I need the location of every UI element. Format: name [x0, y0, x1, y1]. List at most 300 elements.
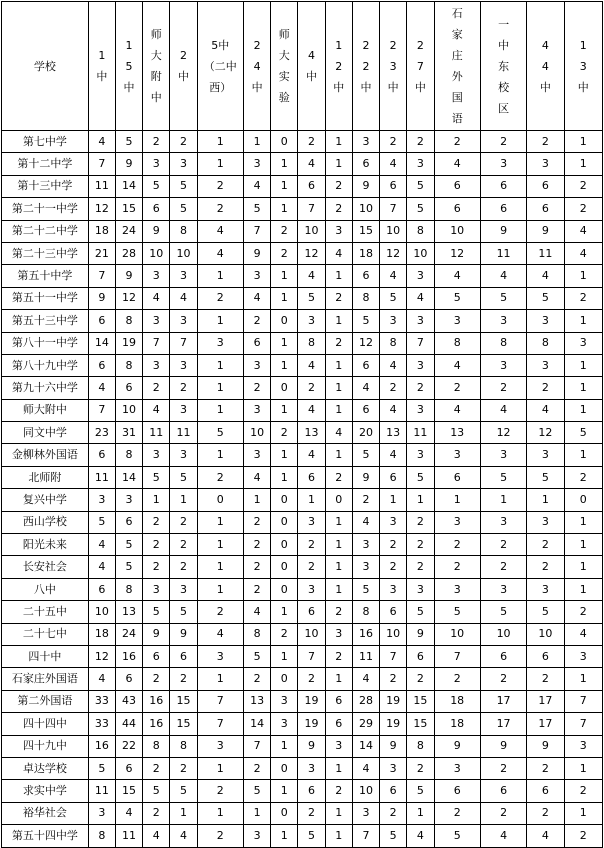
quota-cell: 3	[298, 757, 325, 779]
quota-cell: 2	[243, 668, 270, 690]
quota-cell: 1	[271, 265, 298, 287]
quota-cell: 1	[564, 310, 602, 332]
header-label: 石家庄外国语	[451, 7, 463, 125]
quota-cell: 3	[298, 511, 325, 533]
header-cell	[197, 2, 243, 131]
quota-cell: 4	[197, 220, 243, 242]
header-cell	[407, 2, 434, 131]
quota-cell: 15	[407, 713, 434, 735]
school-name-cell: 裕华社会	[2, 802, 89, 824]
quota-cell: 0	[271, 757, 298, 779]
quota-cell: 4	[298, 444, 325, 466]
quota-cell: 4	[243, 175, 270, 197]
table-row	[2, 444, 603, 466]
quota-cell: 13	[434, 422, 480, 444]
quota-cell: 3	[480, 578, 526, 600]
quota-cell: 2	[480, 556, 526, 578]
table-row	[2, 354, 603, 376]
quota-cell: 8	[115, 354, 142, 376]
quota-cell: 8	[143, 735, 170, 757]
quota-cell: 3	[352, 534, 379, 556]
quota-cell: 6	[527, 175, 564, 197]
quota-cell: 28	[115, 242, 142, 264]
quota-cell: 2	[143, 131, 170, 153]
quota-cell: 4	[88, 131, 115, 153]
quota-cell: 2	[325, 466, 352, 488]
school-name-cell: 西山学校	[2, 511, 89, 533]
quota-cell: 2	[480, 802, 526, 824]
table-row	[2, 175, 603, 197]
quota-cell: 21	[88, 242, 115, 264]
quota-cell: 1	[243, 802, 270, 824]
quota-cell: 2	[143, 802, 170, 824]
header-label: 一中东校区	[498, 17, 510, 115]
quota-cell: 4	[564, 623, 602, 645]
quota-cell: 15	[170, 713, 197, 735]
quota-cell: 15	[352, 220, 379, 242]
quota-cell: 10	[298, 623, 325, 645]
quota-cell: 2	[197, 780, 243, 802]
quota-cell: 2	[325, 198, 352, 220]
quota-cell: 4	[243, 287, 270, 309]
quota-cell: 5	[407, 175, 434, 197]
quota-cell: 2	[170, 668, 197, 690]
table-row	[2, 780, 603, 802]
header-label: 4中	[306, 49, 318, 83]
quota-cell: 5	[380, 825, 407, 847]
quota-cell: 24	[115, 220, 142, 242]
quota-cell: 1	[527, 489, 564, 511]
quota-cell: 11	[352, 645, 379, 667]
quota-cell: 1	[197, 534, 243, 556]
quota-cell: 6	[143, 645, 170, 667]
quota-cell: 2	[325, 601, 352, 623]
quota-cell: 2	[243, 534, 270, 556]
quota-cell: 4	[143, 399, 170, 421]
quota-cell: 7	[298, 645, 325, 667]
quota-cell: 12	[527, 422, 564, 444]
quota-cell: 2	[480, 131, 526, 153]
school-name-cell: 同文中学	[2, 422, 89, 444]
table-row	[2, 489, 603, 511]
quota-cell: 7	[170, 332, 197, 354]
quota-cell: 6	[352, 153, 379, 175]
header-cell	[243, 2, 270, 131]
quota-cell: 2	[143, 757, 170, 779]
table-row	[2, 690, 603, 712]
table-row	[2, 287, 603, 309]
quota-cell: 7	[380, 198, 407, 220]
quota-cell: 16	[115, 645, 142, 667]
quota-cell: 1	[271, 825, 298, 847]
quota-cell: 4	[298, 153, 325, 175]
quota-cell: 7	[564, 713, 602, 735]
quota-cell: 5	[170, 466, 197, 488]
school-name-cell: 二十七中	[2, 623, 89, 645]
header-label: 师大附中	[150, 28, 162, 104]
quota-cell: 18	[88, 623, 115, 645]
quota-cell: 1	[197, 578, 243, 600]
quota-cell: 2	[197, 825, 243, 847]
table-row	[2, 735, 603, 757]
quota-cell: 4	[298, 265, 325, 287]
school-name-cell: 卓达学校	[2, 757, 89, 779]
quota-cell: 7	[88, 265, 115, 287]
table-row	[2, 220, 603, 242]
quota-cell: 1	[271, 153, 298, 175]
quota-cell: 19	[380, 690, 407, 712]
quota-cell: 16	[143, 713, 170, 735]
quota-cell: 2	[271, 242, 298, 264]
quota-cell: 2	[170, 556, 197, 578]
quota-cell: 5	[352, 444, 379, 466]
table-body	[2, 131, 603, 848]
quota-cell: 10	[243, 422, 270, 444]
school-name-cell: 第二十三中学	[2, 242, 89, 264]
header-cell	[298, 2, 325, 131]
quota-cell: 1	[197, 131, 243, 153]
quota-cell: 8	[407, 220, 434, 242]
quota-cell: 18	[434, 690, 480, 712]
quota-cell: 2	[527, 534, 564, 556]
quota-cell: 7	[352, 825, 379, 847]
quota-cell: 8	[115, 444, 142, 466]
quota-cell: 6	[325, 690, 352, 712]
quota-cell: 3	[197, 645, 243, 667]
quota-cell: 5	[352, 310, 379, 332]
quota-cell: 1	[197, 668, 243, 690]
table-row	[2, 377, 603, 399]
table-row	[2, 131, 603, 153]
quota-cell: 2	[380, 802, 407, 824]
quota-cell: 3	[298, 310, 325, 332]
quota-cell: 3	[564, 735, 602, 757]
quota-cell: 1	[197, 757, 243, 779]
quota-cell: 0	[271, 511, 298, 533]
quota-cell: 3	[143, 444, 170, 466]
quota-cell: 2	[271, 220, 298, 242]
quota-cell: 2	[564, 780, 602, 802]
quota-cell: 1	[197, 444, 243, 466]
quota-cell: 12	[88, 645, 115, 667]
header-cell	[115, 2, 142, 131]
quota-cell: 3	[243, 265, 270, 287]
quota-cell: 15	[407, 690, 434, 712]
quota-cell: 3	[143, 310, 170, 332]
quota-cell: 12	[298, 242, 325, 264]
quota-cell: 6	[325, 713, 352, 735]
quota-cell: 7	[434, 645, 480, 667]
quota-cell: 1	[564, 556, 602, 578]
quota-cell: 3	[143, 354, 170, 376]
quota-cell: 5	[527, 601, 564, 623]
quota-cell: 17	[527, 713, 564, 735]
header-cell	[271, 2, 298, 131]
quota-cell: 3	[434, 511, 480, 533]
quota-cell: 3	[480, 511, 526, 533]
quota-cell: 2	[564, 198, 602, 220]
quota-cell: 3	[564, 332, 602, 354]
school-name-cell: 第七中学	[2, 131, 89, 153]
quota-cell: 6	[115, 377, 142, 399]
quota-cell: 2	[197, 287, 243, 309]
header-cell	[143, 2, 170, 131]
quota-cell: 1	[564, 668, 602, 690]
quota-cell: 1	[564, 534, 602, 556]
quota-cell: 3	[480, 354, 526, 376]
quota-cell: 1	[298, 489, 325, 511]
quota-cell: 2	[407, 668, 434, 690]
quota-cell: 2	[480, 668, 526, 690]
quota-cell: 2	[271, 623, 298, 645]
quota-cell: 0	[271, 131, 298, 153]
table-row	[2, 310, 603, 332]
quota-cell: 6	[480, 780, 526, 802]
school-name-cell: 二十五中	[2, 601, 89, 623]
quota-cell: 3	[170, 399, 197, 421]
quota-cell: 11	[407, 422, 434, 444]
quota-cell: 6	[480, 175, 526, 197]
quota-cell: 4	[88, 377, 115, 399]
school-name-cell: 北师附	[2, 466, 89, 488]
quota-cell: 1	[480, 489, 526, 511]
quota-cell: 5	[527, 466, 564, 488]
quota-cell: 2	[243, 310, 270, 332]
quota-cell: 1	[325, 131, 352, 153]
quota-cell: 7	[380, 645, 407, 667]
quota-cell: 20	[352, 422, 379, 444]
quota-cell: 2	[298, 534, 325, 556]
table-row	[2, 153, 603, 175]
quota-cell: 9	[143, 623, 170, 645]
table-row	[2, 399, 603, 421]
quota-cell: 3	[380, 511, 407, 533]
quota-cell: 0	[271, 489, 298, 511]
header-label: 23中	[387, 38, 399, 94]
quota-cell: 6	[527, 198, 564, 220]
quota-cell: 13	[243, 690, 270, 712]
quota-cell: 5	[480, 601, 526, 623]
quota-cell: 3	[527, 578, 564, 600]
quota-cell: 1	[197, 354, 243, 376]
quota-cell: 1	[170, 489, 197, 511]
quota-cell: 9	[407, 623, 434, 645]
quota-cell: 4	[434, 153, 480, 175]
quota-cell: 2	[380, 668, 407, 690]
quota-cell: 10	[434, 220, 480, 242]
quota-cell: 5	[170, 601, 197, 623]
quota-cell: 2	[298, 668, 325, 690]
quota-cell: 2	[197, 601, 243, 623]
quota-cell: 4	[380, 354, 407, 376]
quota-cell: 2	[143, 377, 170, 399]
quota-cell: 5	[143, 466, 170, 488]
quota-cell: 2	[527, 131, 564, 153]
header-cell	[434, 2, 480, 131]
quota-cell: 2	[170, 131, 197, 153]
quota-cell: 2	[352, 489, 379, 511]
quota-cell: 5	[170, 780, 197, 802]
quota-cell: 1	[325, 757, 352, 779]
quota-cell: 3	[170, 444, 197, 466]
quota-cell: 8	[170, 735, 197, 757]
quota-cell: 2	[325, 287, 352, 309]
quota-cell: 3	[380, 757, 407, 779]
quota-cell: 1	[271, 601, 298, 623]
quota-cell: 3	[88, 489, 115, 511]
quota-cell: 10	[434, 623, 480, 645]
quota-cell: 4	[380, 444, 407, 466]
quota-cell: 3	[407, 399, 434, 421]
school-name-cell: 四十中	[2, 645, 89, 667]
quota-cell: 18	[434, 713, 480, 735]
quota-cell: 9	[527, 735, 564, 757]
header-cell	[380, 2, 407, 131]
quota-cell: 2	[298, 377, 325, 399]
school-name-cell: 四十四中	[2, 713, 89, 735]
quota-cell: 5	[243, 780, 270, 802]
quota-cell: 7	[564, 690, 602, 712]
school-name-cell: 第五十一中学	[2, 287, 89, 309]
quota-cell: 44	[115, 713, 142, 735]
quota-cell: 2	[143, 534, 170, 556]
quota-cell: 4	[380, 399, 407, 421]
quota-cell: 2	[564, 175, 602, 197]
quota-cell: 19	[115, 332, 142, 354]
quota-cell: 3	[170, 265, 197, 287]
quota-cell: 1	[325, 668, 352, 690]
quota-cell: 1	[407, 489, 434, 511]
quota-cell: 10	[480, 623, 526, 645]
quota-cell: 2	[407, 534, 434, 556]
quota-cell: 15	[115, 198, 142, 220]
quota-cell: 2	[434, 802, 480, 824]
quota-cell: 4	[197, 242, 243, 264]
school-name-cell: 第十三中学	[2, 175, 89, 197]
quota-cell: 2	[480, 377, 526, 399]
table-row	[2, 645, 603, 667]
quota-cell: 4	[380, 265, 407, 287]
quota-cell: 4	[480, 399, 526, 421]
header-label: 44中	[539, 38, 551, 94]
quota-cell: 9	[527, 220, 564, 242]
quota-cell: 9	[143, 220, 170, 242]
quota-cell: 6	[115, 511, 142, 533]
quota-cell: 1	[271, 645, 298, 667]
quota-cell: 8	[527, 332, 564, 354]
quota-cell: 11	[115, 825, 142, 847]
quota-cell: 29	[352, 713, 379, 735]
quota-cell: 19	[298, 690, 325, 712]
quota-cell: 9	[170, 623, 197, 645]
school-name-cell: 八中	[2, 578, 89, 600]
quota-cell: 1	[271, 466, 298, 488]
quota-cell: 1	[271, 198, 298, 220]
quota-cell: 2	[243, 511, 270, 533]
quota-cell: 3	[325, 735, 352, 757]
quota-cell: 5	[170, 198, 197, 220]
quota-cell: 2	[434, 534, 480, 556]
quota-cell: 6	[298, 601, 325, 623]
quota-cell: 4	[480, 265, 526, 287]
table-row	[2, 265, 603, 287]
table-row	[2, 713, 603, 735]
quota-cell: 1	[197, 556, 243, 578]
table-row	[2, 601, 603, 623]
quota-cell: 5	[115, 534, 142, 556]
quota-cell: 1	[271, 399, 298, 421]
quota-cell: 1	[271, 780, 298, 802]
quota-cell: 4	[527, 265, 564, 287]
quota-cell: 4	[407, 825, 434, 847]
quota-cell: 1	[564, 511, 602, 533]
quota-cell: 6	[170, 645, 197, 667]
header-label: 学校	[33, 60, 56, 73]
quota-cell: 2	[380, 131, 407, 153]
quota-cell: 6	[298, 466, 325, 488]
quota-cell: 2	[434, 131, 480, 153]
quota-cell: 5	[243, 198, 270, 220]
table-row	[2, 511, 603, 533]
table-row	[2, 802, 603, 824]
quota-cell: 11	[143, 422, 170, 444]
quota-cell: 14	[352, 735, 379, 757]
quota-cell: 3	[243, 354, 270, 376]
quota-cell: 8	[243, 623, 270, 645]
quota-cell: 22	[115, 735, 142, 757]
quota-cell: 1	[243, 131, 270, 153]
quota-cell: 2	[480, 534, 526, 556]
quota-cell: 4	[352, 377, 379, 399]
table-row	[2, 668, 603, 690]
quota-cell: 12	[115, 287, 142, 309]
quota-cell: 0	[271, 802, 298, 824]
quota-cell: 2	[197, 466, 243, 488]
quota-cell: 2	[527, 556, 564, 578]
header-cell	[564, 2, 602, 131]
quota-cell: 4	[243, 601, 270, 623]
quota-cell: 1	[325, 444, 352, 466]
school-name-cell: 第八十一中学	[2, 332, 89, 354]
quota-cell: 2	[434, 377, 480, 399]
quota-cell: 6	[407, 645, 434, 667]
quota-cell: 1	[564, 399, 602, 421]
quota-cell: 1	[325, 265, 352, 287]
quota-cell: 12	[380, 242, 407, 264]
quota-cell: 1	[271, 175, 298, 197]
quota-cell: 2	[143, 511, 170, 533]
school-name-cell: 第九十六中学	[2, 377, 89, 399]
quota-cell: 3	[564, 645, 602, 667]
quota-cell: 16	[352, 623, 379, 645]
quota-cell: 12	[480, 422, 526, 444]
quota-cell: 9	[88, 287, 115, 309]
quota-cell: 2	[197, 175, 243, 197]
quota-cell: 5	[298, 825, 325, 847]
table-row	[2, 332, 603, 354]
quota-cell: 4	[170, 287, 197, 309]
quota-cell: 2	[407, 511, 434, 533]
table-row	[2, 757, 603, 779]
quota-cell: 10	[380, 623, 407, 645]
quota-cell: 2	[325, 780, 352, 802]
quota-cell: 10	[380, 220, 407, 242]
table-row	[2, 556, 603, 578]
quota-cell: 16	[88, 735, 115, 757]
header-cell	[88, 2, 115, 131]
quota-cell: 5	[407, 780, 434, 802]
quota-cell: 4	[143, 825, 170, 847]
